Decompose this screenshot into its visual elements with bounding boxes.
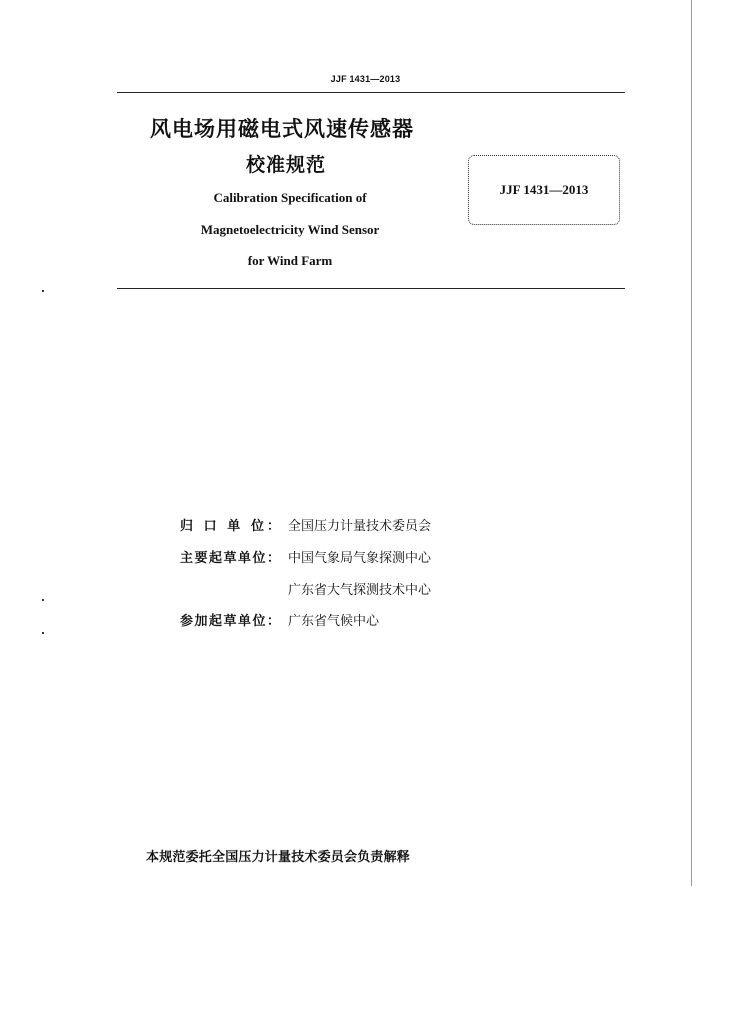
main-drafting-unit-label: 主要起草单位： xyxy=(180,551,280,566)
participating-unit-label: 参加起草单位： xyxy=(180,614,280,629)
title-chinese: 风电场用磁电式风速传感器 xyxy=(150,117,414,141)
interpretation-note: 本规范委托全国压力计量技术委员会负责解释 xyxy=(146,850,411,865)
standard-code: JJF 1431—2013 xyxy=(499,182,589,197)
responsible-unit-label: 归 口 单 位： xyxy=(180,519,280,534)
main-drafting-unit-value-1: 中国气象局气象探测中心 xyxy=(288,551,432,566)
scan-edge-line xyxy=(691,0,692,886)
subtitle-chinese: 校准规范 xyxy=(246,154,327,176)
scan-speck xyxy=(42,632,44,634)
scan-speck xyxy=(42,290,44,292)
responsible-unit-value: 全国压力计量技术委员会 xyxy=(288,519,432,534)
title-english-line2: Magnetoelectricity Wind Sensor xyxy=(200,222,380,237)
main-drafting-unit-value-2: 广东省大气探测技术中心 xyxy=(288,583,432,598)
participating-unit-value: 广东省气候中心 xyxy=(288,614,380,629)
title-english-line3: for Wind Farm xyxy=(247,253,333,268)
title-english-line1: Calibration Specification of xyxy=(213,190,367,205)
standard-code-box xyxy=(468,155,620,225)
title-bottom-rule xyxy=(117,288,625,289)
header-code: JJF 1431—2013 xyxy=(330,74,401,84)
top-rule xyxy=(117,92,625,93)
scan-speck xyxy=(42,599,44,601)
